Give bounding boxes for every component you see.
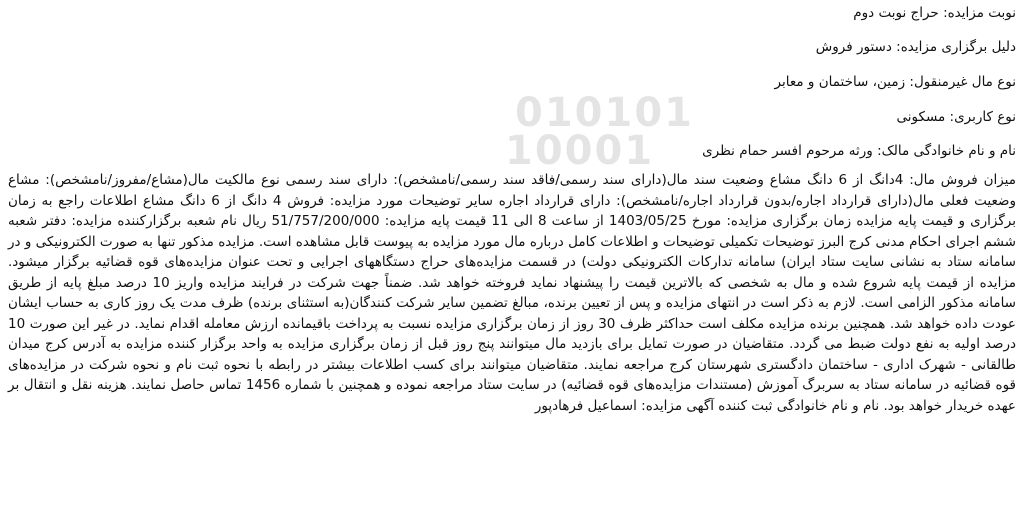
watermark-binary-line-2: 10001 <box>505 128 655 174</box>
usage-type-value: مسکونی <box>896 109 946 125</box>
property-type-label: نوع مال غیرمنقول: <box>909 74 1016 90</box>
usage-type-line <box>8 108 1016 126</box>
auction-details-paragraph: میزان فروش مال: 4دانگ از 6 دانگ مشاع وضعیت سند مال(دارای سند رسمی/فاقد سند رسمی/نامشخص): دارای سند رسمی نوع مالکیت مال(مشاع/مفروز/نامشخص): مشاع وضعیت فعلی مال(دارای قرارداد اجاره/بدون قرارداد اجاره/نامشخص): دارای قرارداد اجاره سایر توضیحات مورد مزایده: فروش 4 دانگ از 6 دانگ مشاع اطلاعات راجع به زمان برگزاری و قیمت پایه مزایده زمان برگزاری مزایده: مورخ 1403/05/25 از ساعت 8 الی 11 قیمت پایه مزایده: 51/757/200/000 ریال نام شعبه برگزارکننده مزایده: دفتر شعبه ششم اجرای احکام مدنی کرج البرز توضیحات تکمیلی توضیحات و اطلاعات کامل درباره مال مورد مزایده به پیوست قابل مشاهده است. مزایده مذکور تنها به صورت الکترونیکی و در سامانه ستاد به نشانی سایت ستاد ایران) سامانه تدارکات الکترونیکی دولت) در قسمت مزایده‌های حراج دستگاههای اجرایی و تحت عنوان مزایده‌های قوه قضائیه برگزار میشود. مزایده از قیمت پایه شروع شده و مال به شخصی که بالاترین قیمت را پیشنهاد نماید فروخته خواهد شد. ضمناً جهت شرکت در فرایند مزایده واریز 10 درصد مبلغ پایه از طریق سامانه مذکور الزامی است. لازم به ذکر است در انتهای مزایده و پس از تعیین برنده، مبالغ تضمین سایر شرکت کنندگان(به استثنای برنده) ظرف مدت یک روز کاری به حساب ایشان عودت داده خواهد شد. همچنین برنده مزایده مکلف است حداکثر ظرف 30 روز از زمان برگزاری مزایده نسبت به پرداخت باقیمانده ارزش معامله اقدام نماید. در غیر این صورت 10 درصد اولیه به نفع دولت ضبط می گردد. متقاضیان در صورت تمایل برای بازدید مال میتوانند پنج روز قبل از زمان برگزاری مزایده به واحد برگزار کننده مزایده به آدرس کرج میدان طالقانی - شهرک اداری - ساختمان دادگستری شهرستان کرج مراجعه نمایند. متقاضیان میتوانند برای کسب اطلاعات بیشتر در رابطه با نحوه ثبت نام و نحوه شرکت در مزایده‌های قوه قضائیه در سامانه ستاد به سربرگ آموزش (مستندات مزایده‌های قوه قضائیه) در سایت ستاد مراجعه نموده و همچنین با شماره 1456 تماس حاصل نمایند. هزینه نقل و انتقال بر عهده خریدار خواهد بود. نام و نام خانوادگی ثبت کننده آگهی مزایده: اسماعیل فرهادپور <box>8 172 1017 414</box>
property-type-value: زمین، ساختمان و معابر <box>774 74 906 90</box>
usage-type-label: نوع کاربری: <box>949 109 1016 125</box>
reason-label: دلیل برگزاری مزایده: <box>896 39 1016 55</box>
watermark-binary-line-1: 010101 <box>515 90 694 136</box>
owner-value: ورثه مرحوم افسر حمام نظری <box>702 143 873 159</box>
reason-line <box>8 38 1016 56</box>
round-line <box>8 4 1016 22</box>
round-value: حراج نوبت دوم <box>853 5 939 21</box>
owner-label: نام و نام خانوادگی مالک: <box>877 143 1016 159</box>
property-type-line <box>8 73 1016 91</box>
round-label: نوبت مزایده: <box>943 5 1016 21</box>
owner-line <box>8 142 1016 160</box>
reason-value: دستور فروش <box>815 39 892 55</box>
